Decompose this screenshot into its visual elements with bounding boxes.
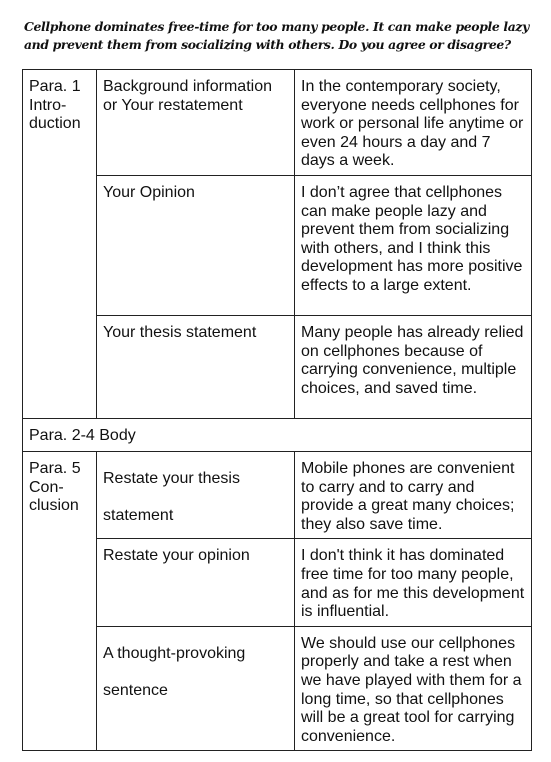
essay-outline-table — [22, 69, 532, 751]
conclusion-thought-part: A thought-provoking sentence — [97, 626, 295, 751]
conclusion-thought-content: We should use our cellphones properly and take a rest when we have played with them for a long time, so that cellphones will be a great tool for carrying convenience. — [295, 626, 532, 751]
intro-opinion-row — [23, 175, 532, 315]
conclusion-thought-row — [23, 626, 532, 751]
conclusion-opinion-content: I don't think it has dominated free time for too many people, and as for me this development is influential. — [295, 539, 532, 626]
intro-thesis-content: Many people has already relied on cellphones because of carrying convenience, multiple choices, and saved time. — [295, 315, 532, 418]
intro-opinion-part: Your Opinion — [97, 175, 295, 315]
body-paragraphs-row — [23, 418, 532, 451]
intro-background-content: In the contemporary society, everyone needs cellphones for work or personal life anytime or even 24 hours a day and 7 days a week. — [295, 70, 532, 176]
intro-thesis-part: Your thesis statement — [97, 315, 295, 418]
intro-background-part: Background information or Your restatement — [97, 70, 295, 176]
conclusion-thesis-part: Restate your thesis statement — [97, 451, 295, 538]
conclusion-thesis-row — [23, 451, 532, 538]
body-paragraphs-label: Para. 2-4 Body — [23, 418, 532, 451]
intro-paragraph-label: Para. 1 Intro- duction — [23, 70, 97, 419]
intro-background-row — [23, 70, 532, 176]
intro-thesis-row — [23, 315, 532, 418]
conclusion-paragraph-label: Para. 5 Con- clusion — [23, 451, 97, 750]
intro-opinion-content: I don’t agree that cellphones can make people lazy and prevent them from socializing with others, and I think this development has more positive effects to a large extent. — [295, 175, 532, 315]
conclusion-opinion-row — [23, 539, 532, 626]
essay-prompt: Cellphone dominates free-time for too many people. It can make people lazy and prevent them from socializing with others. Do you agree or disagree? — [24, 19, 529, 52]
conclusion-opinion-part: Restate your opinion — [97, 539, 295, 626]
conclusion-thesis-content: Mobile phones are convenient to carry and to carry and provide a great many choices; they also save time. — [295, 451, 532, 538]
